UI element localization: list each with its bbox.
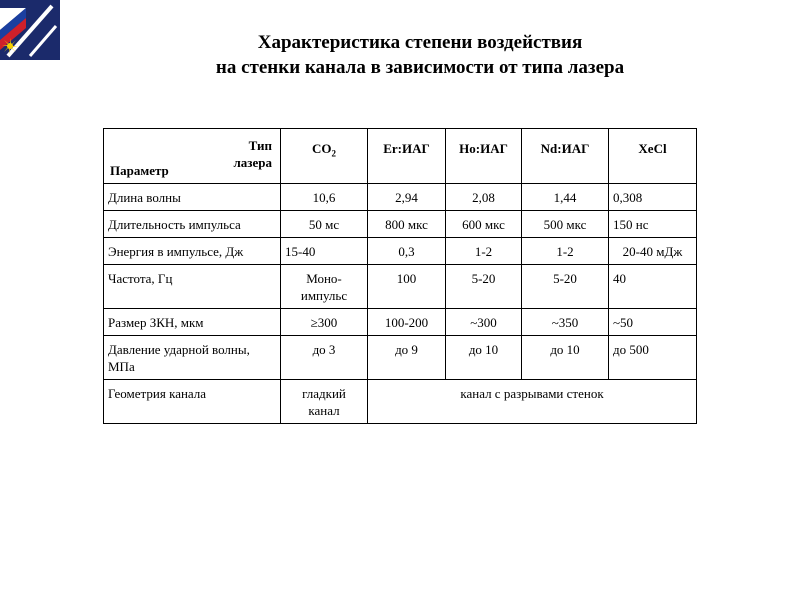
param-pulse-energy: Энергия в импульсе, Дж [104, 238, 281, 265]
table-cell: 40 [609, 265, 697, 309]
table-row [104, 309, 697, 336]
table-cell: 100-200 [368, 309, 446, 336]
table-cell: 100 [368, 265, 446, 309]
table-cell: 20-40 мДж [609, 238, 697, 265]
laser-header-er-yag: Er:ИАГ [368, 129, 446, 184]
table-cell: до 3 [281, 336, 368, 380]
laser-header-xecl: XeCl [609, 129, 697, 184]
table-cell: Моно-импульс [281, 265, 368, 309]
param-shock-pressure: Давление ударной волны, МПа [104, 336, 281, 380]
table-cell: 500 мкс [522, 211, 609, 238]
table-cell: 1-2 [522, 238, 609, 265]
table-row [104, 380, 697, 424]
laser-header-nd-yag: Nd:ИАГ [522, 129, 609, 184]
param-pulse-duration: Длительность импульса [104, 211, 281, 238]
param-wavelength: Длина волны [104, 184, 281, 211]
slide-title [0, 30, 800, 80]
laser-comparison-table [103, 128, 697, 424]
table-row [104, 265, 697, 309]
table-cell: 2,08 [446, 184, 522, 211]
table-cell: 0,308 [609, 184, 697, 211]
table-cell: 800 мкс [368, 211, 446, 238]
table-cell: ~50 [609, 309, 697, 336]
table-cell: ~350 [522, 309, 609, 336]
table-row [104, 238, 697, 265]
table-cell: до 10 [522, 336, 609, 380]
table-cell: 600 мкс [446, 211, 522, 238]
table-cell: ≥300 [281, 309, 368, 336]
table-cell: до 9 [368, 336, 446, 380]
table-cell: до 500 [609, 336, 697, 380]
param-frequency: Частота, Гц [104, 265, 281, 309]
table-cell: 10,6 [281, 184, 368, 211]
title-line-1: Характеристика степени воздействия [257, 32, 583, 53]
table-cell: до 10 [446, 336, 522, 380]
laser-header-co2: $CO_2$ [281, 129, 368, 184]
table-cell: 150 нс [609, 211, 697, 238]
title-line-2: на стенки канала в зависимости от типа лазера [215, 57, 625, 78]
table-row [104, 184, 697, 211]
table-header-row [104, 129, 697, 184]
table-corner-cell [104, 129, 281, 184]
table-cell: 1,44 [522, 184, 609, 211]
table-cell: 5-20 [522, 265, 609, 309]
table-cell: 50 мс [281, 211, 368, 238]
param-crater-size: Размер ЗКН, мкм [104, 309, 281, 336]
table-cell: 2,94 [368, 184, 446, 211]
table-cell: 0,3 [368, 238, 446, 265]
table-row [104, 211, 697, 238]
laser-header-ho-yag: Ho:ИАГ [446, 129, 522, 184]
table-cell-merged: канал с разрывами стенок [368, 380, 697, 424]
table-cell: гладкий канал [281, 380, 368, 424]
table-cell: 1-2 [446, 238, 522, 265]
table-row [104, 336, 697, 380]
table-cell: 5-20 [446, 265, 522, 309]
table-cell: 15-40 [281, 238, 368, 265]
table-cell: ~300 [446, 309, 522, 336]
param-channel-geometry: Геометрия канала [104, 380, 281, 424]
corner-laser-type-label: Тип лазера [233, 138, 272, 170]
corner-parameter-label: Параметр [110, 163, 169, 178]
